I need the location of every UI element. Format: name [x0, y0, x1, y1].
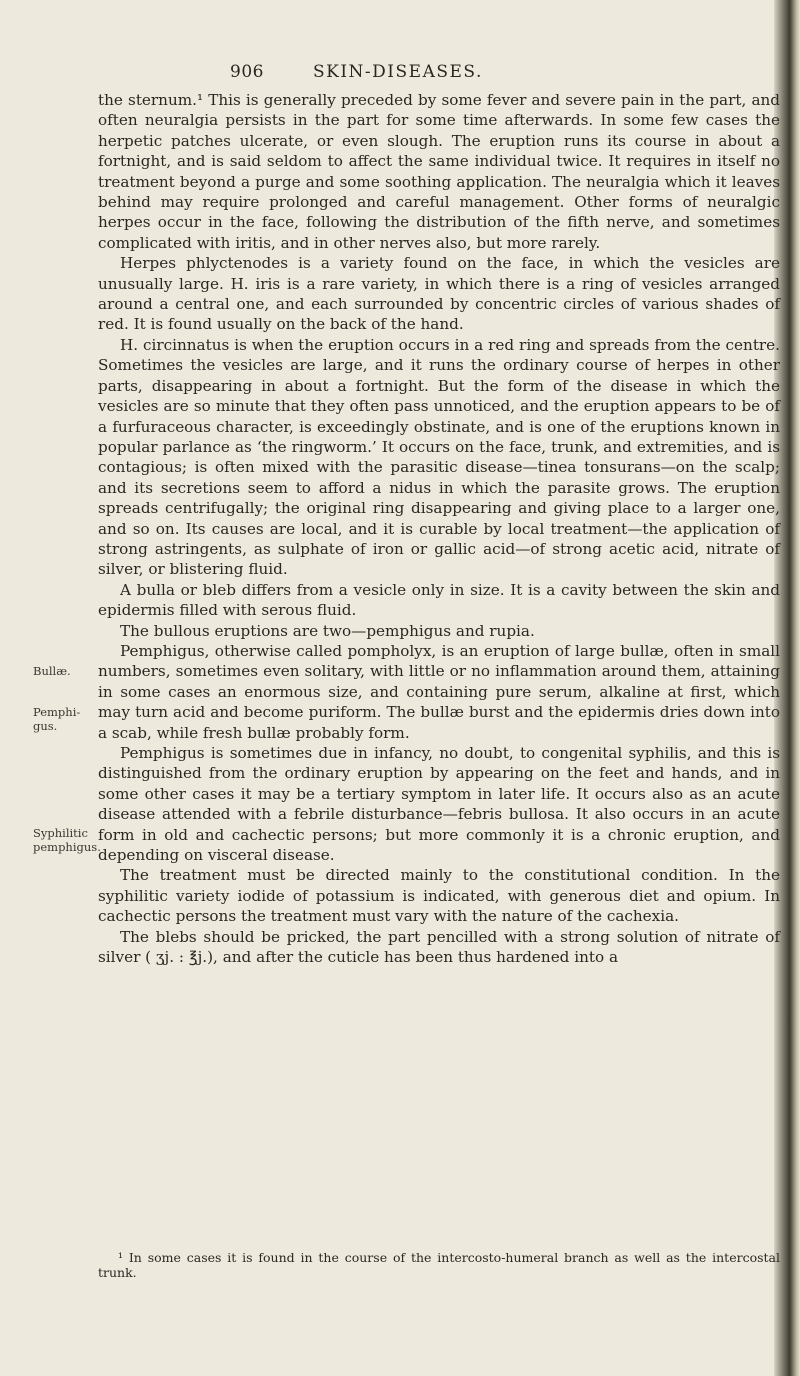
running-head: SKIN-DISEASES. — [313, 62, 483, 82]
margin-note-bullae: Bullæ. — [33, 664, 71, 678]
margin-note-syphilitic-pemphigus: Syphilitic pemphigus. — [33, 826, 101, 854]
paragraph-bullous-eruptions: The bullous eruptions are two—pemphigus and rupia. — [120, 621, 535, 640]
paragraph-herpes-zoster-end: the sternum.¹ This is generally preceded by some fever and severe pain in the part, and often neuralgia persists in the part for some time afterwards. In some few cases the herpetic patches ulcerate, or even slough. The eruption runs its course in about a fortnight, and is said seldom to affect the same individual twice. It requires in itself no treatment beyond a purge and some soothing application. The neuralgia which it leaves behind may require prolonged and careful management. Other forms of neuralgic herpes occur in the face, following the distribution of the fifth nerve, and sometimes complicated with iritis, and in other nerves also, but more rarely. — [98, 91, 780, 252]
paragraph-treatment: The treatment must be directed mainly to the constitutional condition. In the syphilitic variety iodide of potassium is indicated, with generous diet and opium. In cachectic persons the treatment must vary with the nature of the cachexia. — [98, 866, 780, 926]
paragraph-herpes-circinnatus: H. circinnatus is when the eruption occurs in a red ring and spreads from the centre. Sometimes the vesicles are large, and it runs the ordinary course of herpes in other parts, disappearing in about a fortnight. But the form of the disease in which the vesicles are so minute that they often pass unnoticed, and the eruption appears to be of a furfuraceous character, is exceedingly obstinate, and is one of the eruptions known in popular parlance as ‘the ringworm.’ It occurs on the face, trunk, and extremities, and is contagious; is often mixed with the parasitic disease—tinea tonsurans—on the scalp; and its secretions seem to afford a nidus in which the parasite grows. The eruption spreads centrifugally; the original ring disappearing and giving place to a larger one, and so on. Its causes are local, and it is curable by local treatment—the application of strong astringents, as sulphate of iron or gallic acid—of strong acetic acid, nitrate of silver, or blistering fluid. — [98, 335, 780, 579]
margin-note-pemphigus: Pemphi-gus. — [33, 705, 81, 733]
page-number: 906 — [230, 62, 264, 82]
paragraph-herpes-phlyctenodes: Herpes phlyctenodes is a variety found on the face, in which the vesicles are unusually large. H. iris is a rare variety, in which there is a ring of vesicles arranged around a central one, and each surrounded by concentric circles of various shades of red. It is found usually on the back of the hand. — [98, 254, 780, 334]
paragraph-bulla-definition: A bulla or bleb differs from a vesicle only in size. It is a cavity between the skin and epidermis filled with serous fluid. — [98, 580, 780, 620]
footnote: ¹ In some cases it is found in the course of the intercosto-humeral branch as well as the intercostal trunk. — [98, 1250, 780, 1280]
paragraph-blebs: The blebs should be pricked, the part pencilled with a strong solution of nitrate of silver ( ʒj. : ℥j.), and after the cuticle has been thus hardened into a — [98, 927, 780, 967]
paragraph-syphilitic-pemphigus: Pemphigus is sometimes due in infancy, no doubt, to congenital syphilis, and this is distinguished from the ordinary eruption by appearing on the feet and hands, and in some other cases it may be a tertiary symptom in later life. It occurs also as an acute disease attended with a febrile disturbance—febris bullosa. It also occurs in an acute form in old and cachectic persons; but more commonly it is a chronic eruption, and depending on visceral disease. — [98, 744, 780, 865]
body-text — [98, 90, 780, 967]
page-header — [0, 62, 780, 88]
paragraph-pemphigus: Pemphigus, otherwise called pompholyx, is an eruption of large bullæ, often in small numbers, sometimes even solitary, with little or no inflammation around them, attaining in some cases an enormous size, and containing pure serum, alkaline at first, which may turn acid and become puriform. The bullæ burst and the epidermis dries down into a scab, while fresh bullæ probably form. — [98, 641, 780, 742]
